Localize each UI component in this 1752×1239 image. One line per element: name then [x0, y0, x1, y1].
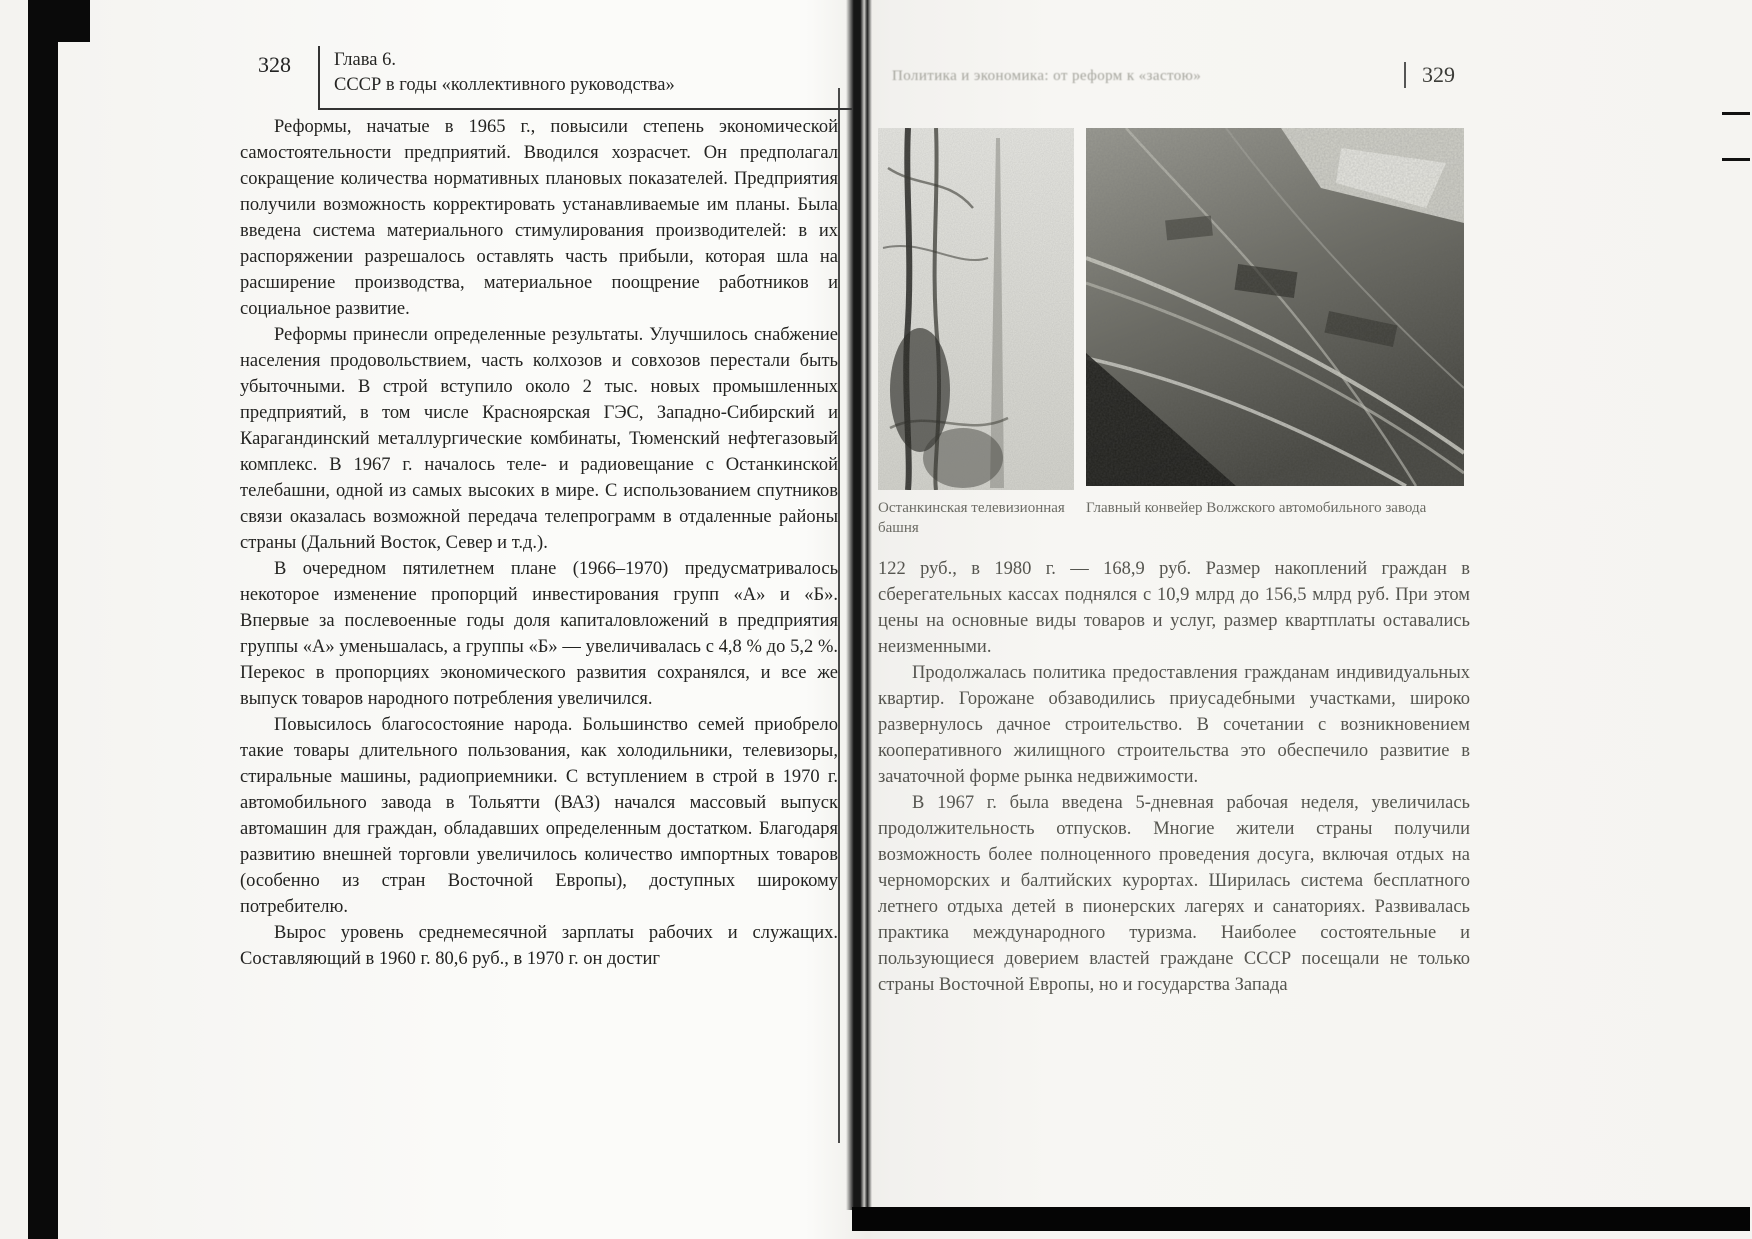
- left-page-edge-line: [838, 88, 840, 1143]
- figure-row: [878, 128, 1464, 490]
- paragraph: Вырос уровень среднемесячной зарплаты рабочих и служащих. Составляющий в 1960 г. 80,6 руб., в 1970 г. он достиг: [240, 923, 838, 969]
- conveyor-photo-art: [1086, 128, 1464, 486]
- chapter-header: [318, 46, 852, 110]
- book-gutter-shadow: [846, 0, 872, 1210]
- figure-captions: [878, 498, 1464, 539]
- scan-artifact-edge-dash: [1722, 112, 1750, 115]
- paragraph: В 1967 г. была введена 5-дневная рабочая неделя, увеличилась продолжительность отпусков. Многие жители страны получили возможность более полноценного проведения досуга, включая отдых на черноморских и балтийских курортах. Ширилась система бесплатного летнего отдыха детей в пионерских лагерях и санаториях. Развивалась практика международного туризма. Наиболее состоятельные и пользующиеся доверием властей граждане СССР посещали не только страны Восточной Европы, но и государства Запада: [878, 793, 1470, 995]
- scan-artifact-left-strip: [28, 0, 58, 1239]
- paragraph-continued: 122 руб., в 1980 г. — 168,9 руб. Размер накоплений граждан в сберегательных кассах поднялся с 10,9 млрд до 156,5 млрд руб. При этом цены на основные виды товаров и услуг, размер квартплаты оставались неизменными.: [878, 559, 1470, 657]
- scan-artifact-bottom-bar: [852, 1207, 1750, 1231]
- caption-vaz: Главный конвейер Волжского автомобильного завода: [1086, 500, 1427, 516]
- right-page-text-column: [878, 556, 1470, 998]
- photo-vaz-conveyor: [1086, 128, 1464, 486]
- ostankino-photo-art: [878, 128, 1074, 490]
- paragraph: Продолжалась политика предоставления гражданам индивидуальных квартир. Горожане обзаводились приусадебными участками, широко развернулось дачное строительство. В сочетании с возникновением кооперативного жилищного строительства это обеспечило развитие в зачаточной форме рынка недвижимости.: [878, 663, 1470, 787]
- chapter-title-line: СССР в годы «коллективного руководства»: [334, 74, 675, 95]
- chapter-number-line: Глава 6.: [334, 50, 396, 70]
- caption-ostankino: Останкинская телевизионная башня: [878, 500, 1065, 537]
- paragraph: Реформы, начатые в 1965 г., повысили степень экономической самостоятельности предприятий. Вводился хозрасчет. Он предполагал сокращение количества нормативных плановых показателей. Предприятия получили возможность корректировать устанавливаемые им планы. Была введена система материального стимулирования производителей: в их распоряжении разрешалось оставлять часть прибыли, которая шла на расширение производства, материальное поощрение работников и социальное развитие.: [240, 117, 838, 319]
- scan-artifact-edge-dash: [1722, 158, 1750, 161]
- scan-artifact-corner-block: [28, 0, 90, 42]
- paragraph: Реформы принесли определенные результаты. Улучшилось снабжение населения продовольствием, часть колхозов и совхозов перестали быть убыточными. В строй вступило около 2 тыс. новых промышленных предприятий, в том числе Красноярская ГЭС, Западно-Сибирский и Карагандинский металлургические комбинаты, Тюменский нефтегазовый комплекс. В 1967 г. началось теле- и радиовещание с Останкинской телебашни, одной из самых высоких в мире. С использованием спутников связи оказалась возможной передача телепрограмм в отдаленные районы страны (Дальний Восток, Север и т.д.).: [240, 325, 838, 553]
- running-header: Политика и экономика: от реформ к «застою»: [892, 68, 1202, 84]
- paragraph: Повысилось благосостояние народа. Большинство семей приобрело такие товары длительного пользования, как холодильники, телевизоры, стиральные машины, радиоприемники. С вступлением в строй в 1970 г. автомобильного завода в Тольятти (ВАЗ) начался массовый выпуск автомашин для граждан, обладавших определенным достатком. Благодаря развитию внешней торговли увеличилось количество импортных товаров (особенно из стран Восточной Европы), доступных широкому потребителю.: [240, 715, 838, 917]
- paragraph: В очередном пятилетнем плане (1966–1970) предусматривалось некоторое изменение пропорций инвестирования групп «А» и «Б». Впервые за послевоенные годы доля капиталовложений в предприятия группы «А» уменьшалась, а группы «Б» — увеличивалась с 4,8 % до 5,2 %. Перекос в пропорциях экономического развития сохранялся, и все же выпуск товаров народного потребления увеличился.: [240, 559, 838, 709]
- left-page-text-column: [240, 114, 838, 972]
- photo-ostankino-tower: [878, 128, 1074, 490]
- page-number-right: 329: [1404, 62, 1455, 88]
- page-number-left: 328: [258, 52, 291, 77]
